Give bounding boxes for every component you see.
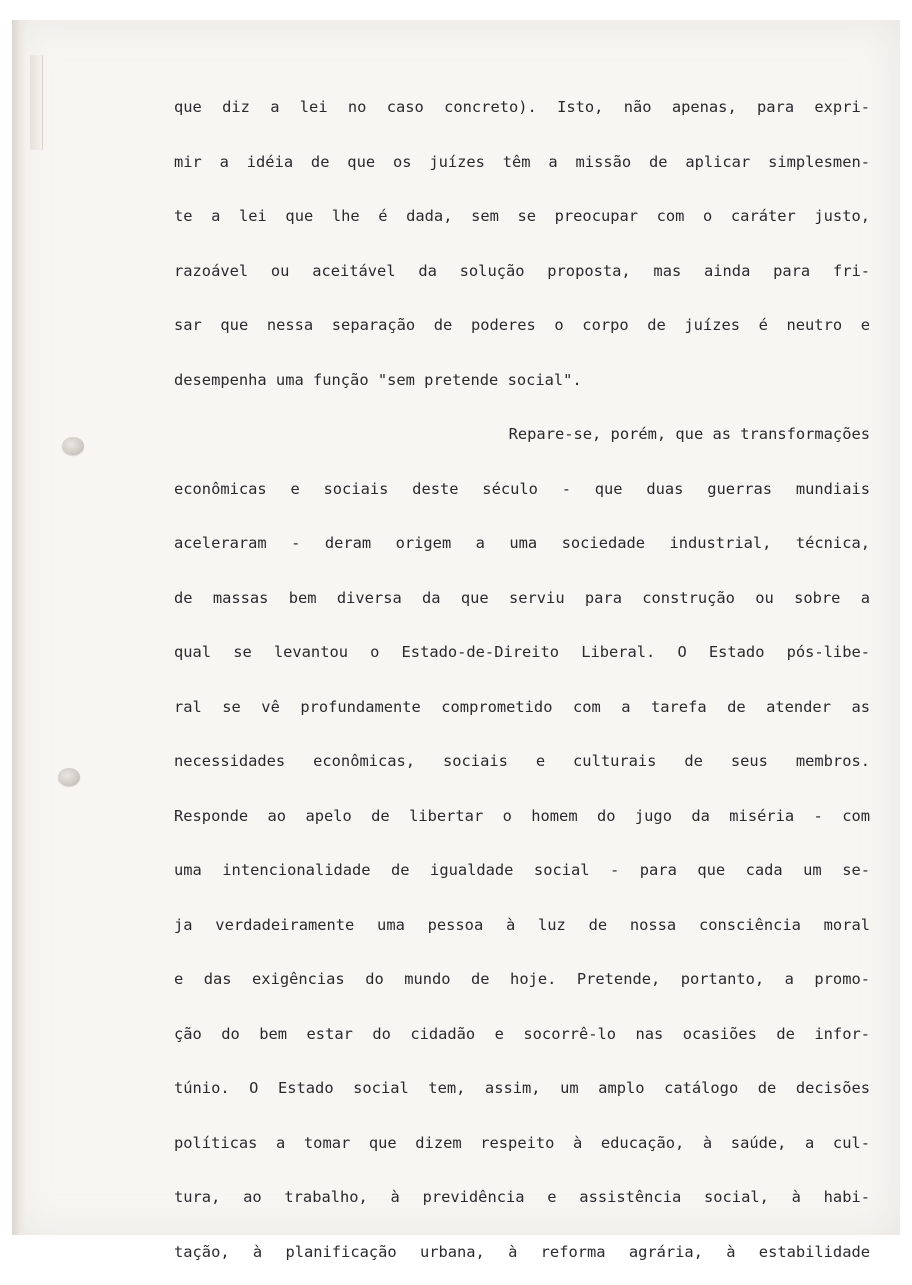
page-edge-shadow bbox=[12, 20, 26, 1235]
text-line: ja verdadeiramente uma pessoa à luz de nossa consciência moral bbox=[174, 904, 870, 959]
text-line: Responde ao apelo de libertar o homem do jugo da miséria - com bbox=[174, 795, 870, 850]
typed-text-body bbox=[174, 86, 870, 1285]
punch-hole-top bbox=[62, 437, 84, 455]
text-line: de massas bem diversa da que serviu para construção ou sobre a bbox=[174, 577, 870, 632]
text-line: Repare-se, porém, que as transformações bbox=[174, 413, 870, 468]
text-line: necessidades econômicas, sociais e culturais de seus membros. bbox=[174, 740, 870, 795]
text-line: qual se levantou o Estado-de-Direito Liberal. O Estado pós-libe- bbox=[174, 631, 870, 686]
text-line: políticas a tomar que dizem respeito à educação, à saúde, a cul- bbox=[174, 1122, 870, 1177]
text-line: uma intencionalidade de igualdade social - para que cada um se- bbox=[174, 849, 870, 904]
text-line: que diz a lei no caso concreto). Isto, não apenas, para expri- bbox=[174, 86, 870, 141]
text-line: sar que nessa separação de poderes o corpo de juízes é neutro e bbox=[174, 304, 870, 359]
text-line: econômicas e sociais deste século - que duas guerras mundiais bbox=[174, 468, 870, 523]
text-line: aceleraram - deram origem a uma sociedade industrial, técnica, bbox=[174, 522, 870, 577]
text-line: tura, ao trabalho, à previdência e assistência social, à habi- bbox=[174, 1176, 870, 1231]
text-line: te a lei que lhe é dada, sem se preocupar com o caráter justo, bbox=[174, 195, 870, 250]
text-line: tação, à planificação urbana, à reforma agrária, à estabilidade bbox=[174, 1231, 870, 1285]
text-line: e das exigências do mundo de hoje. Pretende, portanto, a promo- bbox=[174, 958, 870, 1013]
text-line: túnio. O Estado social tem, assim, um amplo catálogo de decisões bbox=[174, 1067, 870, 1122]
punch-hole-bottom bbox=[58, 768, 80, 786]
text-line: mir a idéia de que os juízes têm a missão de aplicar simplesmen- bbox=[174, 141, 870, 196]
document-page bbox=[12, 20, 900, 1235]
text-line: desempenha uma função "sem pretende social". bbox=[174, 359, 870, 414]
page-fold bbox=[30, 55, 43, 150]
text-line: ção do bem estar do cidadão e socorrê-lo nas ocasiões de infor- bbox=[174, 1013, 870, 1068]
text-line: ral se vê profundamente comprometido com a tarefa de atender as bbox=[174, 686, 870, 741]
text-line: razoável ou aceitável da solução proposta, mas ainda para fri- bbox=[174, 250, 870, 305]
